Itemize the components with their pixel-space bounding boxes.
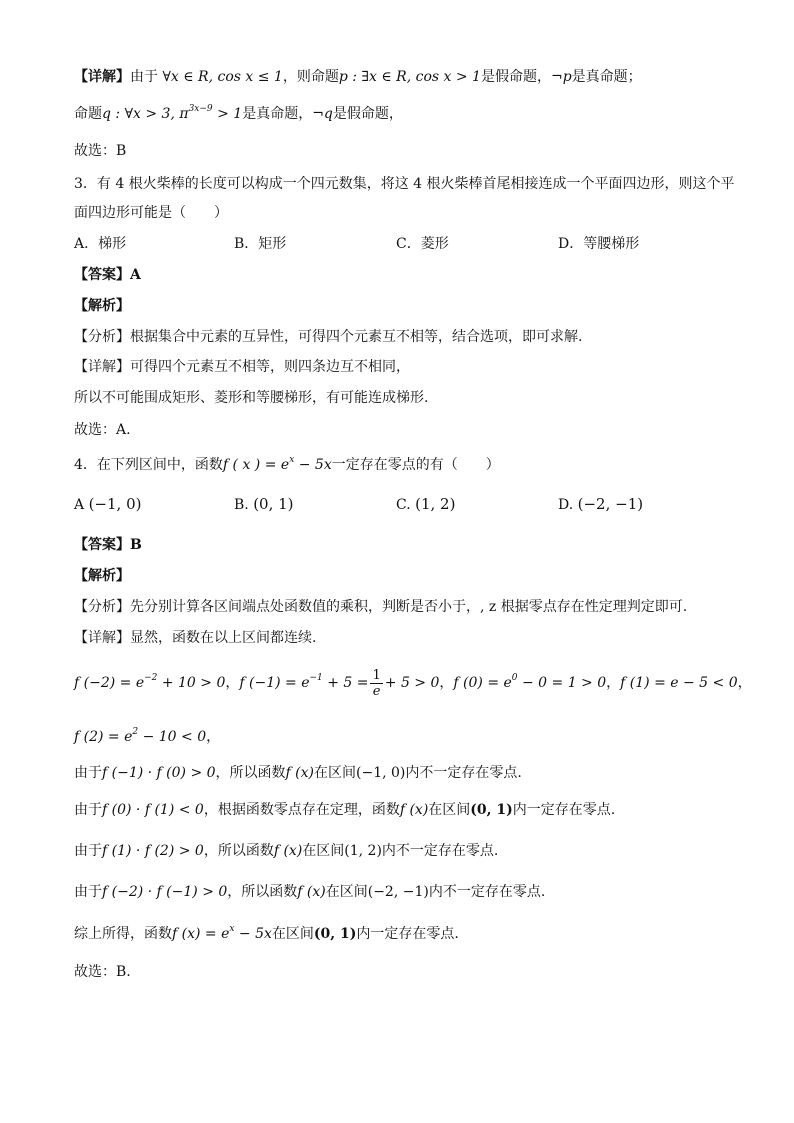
q4-answer: 【答案】B <box>74 537 142 553</box>
q4-reason-2: 由于f (0) · f (1) < 0，根据函数零点存在定理，函数f (x)在区间(0, 1)内一定存在零点. <box>74 802 616 818</box>
q3-xiangjie-1: 【详解】可得四个元素互不相等，则四条边互不相同， <box>74 359 410 375</box>
q4-reason-4: 由于f (−2) · f (−1) > 0，所以函数f (x)在区间(−2, −1)内不一定存在零点. <box>74 884 546 900</box>
q3-guxuan: 故选：A. <box>74 422 131 438</box>
q4-guxuan: 故选：B. <box>74 964 131 980</box>
q4-option-d: D. (−2, −1) <box>558 495 644 513</box>
q3-fenxi: 【分析】根据集合中元素的互异性，可得四个元素互不相等，结合选项，即可求解. <box>74 329 583 345</box>
q3-jiexi: 【解析】 <box>74 298 130 314</box>
q4-xiangjie: 【详解】显然，函数在以上区间都连续. <box>74 630 317 646</box>
q3-option-d: D．等腰梯形 <box>558 236 640 252</box>
q4-stem: 4．在下列区间中，函数f ( x ) = $e^x - 5x$一定存在零点的有（ ） <box>74 455 500 473</box>
q4-calc-line-1: f $(-2) = e^{-2} + 10 > 0$，f $(-1) = e^{-1} + 5$ = $\frac{1}{e}$ + 5 > 0，f $(0) = e^0 - 0 = 1 > 0$，f (1) = e − 5 < 0， <box>74 667 752 699</box>
q3-answer: 【答案】A <box>74 267 141 283</box>
choice-line: 故选：B <box>74 143 127 159</box>
detail-line-1: 【详解】由于 ∀x ∈ R, cos x ≤ 1，则命题p : ∃x ∈ R, cos x > 1是假命题，¬p是真命题； <box>74 69 642 85</box>
q4-option-a: A (−1, 0) <box>74 495 142 513</box>
q4-conclusion: 综上所得，函数f $(x) = e^x - 5x$在区间(0, 1)内一定存在零点. <box>74 924 459 942</box>
q4-reason-3: 由于f (1) · f (2) > 0，所以函数f (x)在区间(1, 2)内不一定存在零点. <box>74 843 499 859</box>
q3-xiangjie-2: 所以不可能围成矩形、菱形和等腰梯形，有可能连成梯形. <box>74 390 429 406</box>
q3-option-b: B．矩形 <box>234 236 287 252</box>
q3-option-a: A．梯形 <box>74 236 127 252</box>
q3-stem-line-1: 3．有 4 根火柴棒的长度可以构成一个四元数集，将这 4 根火柴棒首尾相接连成一个平面四边形，则这个平 <box>74 176 735 192</box>
q4-option-b: B. (0, 1) <box>234 495 294 513</box>
detail-line-2: 命题q : ∀x > 3, $\pi^{3x-9} > 1$是真命题，¬q是假命题， <box>74 104 403 122</box>
q4-reason-1: 由于f (−1) · f (0) > 0，所以函数f (x)在区间(−1, 0)内不一定存在零点. <box>74 765 522 781</box>
q3-stem-line-2: 面四边形可能是（ ） <box>74 205 228 221</box>
q4-option-c: C. (1, 2) <box>396 495 456 513</box>
detail-tag: 【详解】 <box>74 69 130 85</box>
fraction-one-over-e: $\frac{1}{e}$ <box>372 667 381 699</box>
q4-jiexi: 【解析】 <box>74 568 130 584</box>
q3-option-c: C．菱形 <box>396 236 449 252</box>
q4-fenxi: 【分析】先分别计算各区间端点处函数值的乘积，判断是否小于，, z 根据零点存在性定理判定即可. <box>74 599 688 615</box>
q4-calc-line-2: f $(2) = e^2 - 10 < 0$， <box>74 727 221 745</box>
